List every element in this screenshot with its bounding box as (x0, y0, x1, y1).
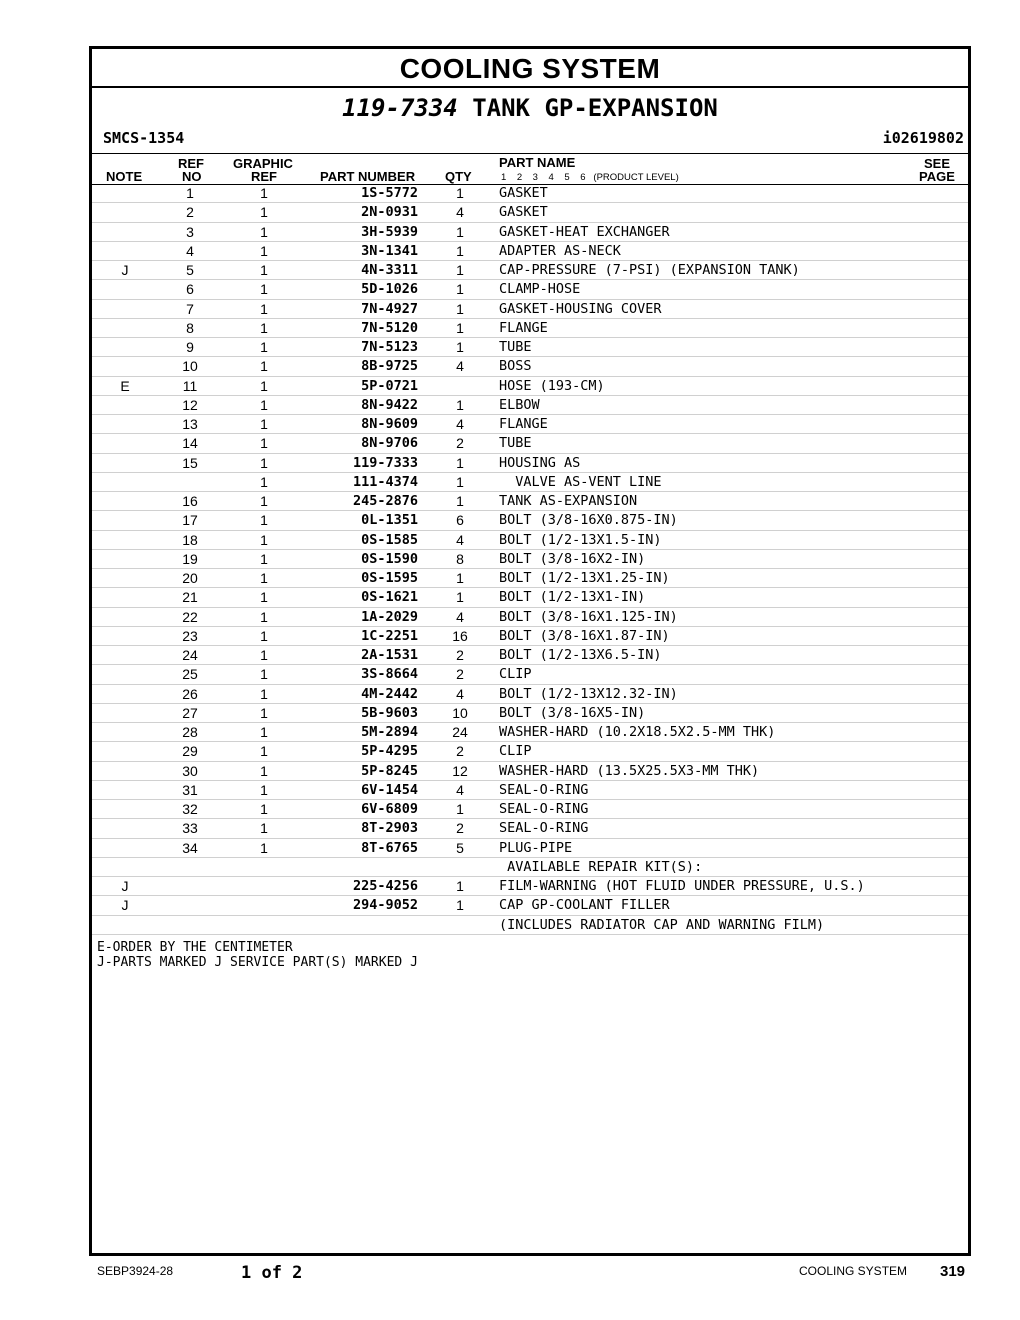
part-number-cell: 8N-9609 (361, 416, 418, 432)
ref-no-cell: 11 (182, 377, 198, 394)
table-row (92, 819, 968, 838)
qty-cell: 12 (452, 762, 468, 779)
graphic-ref-cell: 1 (260, 223, 268, 240)
col-ref-bottom: NO (182, 169, 202, 184)
part-number-cell: 8N-9706 (361, 435, 418, 452)
parts-page-frame (89, 46, 971, 1256)
part-name-cell: BOLT (1/2-13X6.5-IN) (499, 647, 662, 663)
part-number-cell: 3N-1341 (361, 242, 418, 259)
part-number-cell: 294-9052 (352, 897, 418, 914)
qty-cell: 1 (456, 319, 464, 336)
qty-cell: 1 (456, 493, 464, 509)
qty-cell: 1 (456, 570, 464, 586)
table-row (92, 800, 968, 819)
ref-no-cell: 1 (186, 185, 194, 201)
note-cell: E (120, 377, 130, 394)
col-part-name: PART NAME (499, 155, 576, 170)
graphic-ref-cell: 1 (260, 647, 268, 663)
ref-no-cell: 24 (182, 647, 198, 663)
qty-cell: 1 (456, 339, 464, 355)
table-row (92, 608, 968, 627)
part-number-cell: 0S-1621 (361, 589, 418, 606)
footer-page-of: 1 of 2 (241, 1263, 303, 1283)
qty-cell: 1 (456, 801, 464, 817)
table-row (92, 415, 968, 434)
part-name-cell: ADAPTER AS-NECK (499, 242, 621, 259)
graphic-ref-cell: 1 (260, 589, 268, 606)
table-row (92, 781, 968, 800)
table-row (92, 704, 968, 723)
table-row (92, 223, 968, 242)
part-number-cell: 1A-2029 (361, 608, 418, 625)
note-line: E-ORDER BY THE CENTIMETER (97, 939, 293, 955)
graphic-ref-cell: 1 (260, 704, 268, 721)
part-name-cell: (INCLUDES RADIATOR CAP AND WARNING FILM) (499, 916, 825, 933)
col-ref-top: REF (178, 156, 204, 171)
part-number-cell: 3S-8664 (361, 666, 418, 683)
graphic-ref-cell: 1 (260, 743, 268, 760)
table-row (92, 916, 968, 935)
part-number-cell: 1S-5772 (361, 185, 418, 201)
qty-cell: 1 (456, 185, 464, 201)
graphic-ref-cell: 1 (260, 300, 268, 317)
qty-cell: 1 (456, 396, 464, 413)
part-number-cell: 0S-1590 (361, 550, 418, 567)
table-row (92, 896, 968, 915)
footer-doc-number: SEBP3924-28 (97, 1264, 174, 1278)
qty-cell: 4 (456, 358, 464, 375)
table-row (92, 588, 968, 607)
graphic-ref-cell: 1 (260, 666, 268, 683)
group-name: TANK GP-EXPANSION (472, 94, 718, 122)
graphic-ref-cell: 1 (260, 185, 268, 201)
note-line: J-PARTS MARKED J SERVICE PART(S) MARKED J (97, 954, 418, 970)
part-number-cell: 1C-2251 (361, 627, 418, 644)
graphic-ref-cell: 1 (260, 416, 268, 432)
qty-cell: 24 (452, 724, 468, 740)
part-name-cell: WASHER-HARD (10.2X18.5X2.5-MM THK) (499, 724, 776, 740)
part-name-cell: BOLT (3/8-16X5-IN) (499, 704, 646, 721)
graphic-ref-cell: 1 (260, 531, 268, 548)
table-row (92, 473, 968, 492)
qty-cell: 2 (456, 435, 464, 452)
part-number-cell: 7N-4927 (361, 300, 418, 317)
qty-cell: 1 (456, 223, 464, 240)
qty-cell: 16 (452, 627, 468, 644)
smcs-code: SMCS-1354 (103, 129, 185, 147)
column-header (92, 153, 968, 185)
graphic-ref-cell: 1 (260, 570, 268, 586)
table-row (92, 839, 968, 858)
qty-cell: 2 (456, 820, 464, 837)
qty-cell: 4 (456, 204, 464, 221)
part-number-cell: 5P-0721 (361, 377, 418, 394)
part-name-cell: PLUG-PIPE (499, 839, 573, 856)
ref-no-cell: 16 (182, 493, 198, 509)
ref-no-cell: 22 (182, 608, 198, 625)
note-cell: J (121, 878, 129, 894)
ref-no-cell: 3 (186, 223, 194, 240)
ref-no-cell: 19 (182, 550, 198, 567)
table-row (92, 319, 968, 338)
part-name-cell: BOLT (3/8-16X1.87-IN) (499, 627, 670, 644)
part-name-cell: BOLT (3/8-16X0.875-IN) (499, 512, 678, 529)
notes-block (97, 940, 418, 970)
table-row (92, 184, 968, 203)
qty-cell: 1 (456, 589, 464, 606)
col-note: NOTE (106, 169, 143, 184)
ref-no-cell: 7 (186, 300, 194, 317)
part-name-cell: BOLT (3/8-16X2-IN) (499, 550, 646, 567)
part-number-cell: 8T-2903 (361, 820, 418, 837)
part-name-cell: BOLT (3/8-16X1.125-IN) (499, 608, 678, 625)
col-see-bottom: PAGE (919, 169, 955, 184)
qty-cell: 10 (452, 704, 468, 721)
qty-cell: 4 (456, 608, 464, 625)
table-row (92, 665, 968, 684)
col-part-number: PART NUMBER (320, 169, 416, 184)
graphic-ref-cell: 1 (260, 473, 268, 490)
table-row (92, 203, 968, 222)
part-name-cell: SEAL-O-RING (499, 781, 589, 798)
col-see-top: SEE (924, 156, 951, 171)
graphic-ref-cell: 1 (260, 801, 268, 817)
table-row (92, 685, 968, 704)
part-name-cell: HOSE (193-CM) (499, 377, 605, 394)
graphic-ref-cell: 1 (260, 319, 268, 336)
section-title: COOLING SYSTEM (92, 49, 968, 88)
part-name-cell: CAP GP-COOLANT FILLER (499, 897, 670, 914)
part-number-cell: 5B-9603 (361, 704, 418, 721)
part-number-cell: 5M-2894 (361, 724, 418, 740)
ref-no-cell: 15 (182, 454, 198, 471)
graphic-ref-cell: 1 (260, 724, 268, 740)
part-name-cell: AVAILABLE REPAIR KIT(S): (499, 858, 703, 875)
table-row (92, 434, 968, 453)
graphic-ref-cell: 1 (260, 493, 268, 509)
ref-no-cell: 2 (186, 204, 194, 221)
part-number-cell: 111-4374 (352, 473, 418, 490)
col-graphic-top: GRAPHIC (233, 156, 293, 171)
ref-no-cell: 8 (186, 319, 194, 336)
footer-page: 319 (940, 1263, 966, 1280)
graphic-ref-cell: 1 (260, 396, 268, 413)
part-name-cell: VALVE AS-VENT LINE (499, 473, 662, 490)
part-name-cell: CLIP (499, 743, 532, 760)
ref-no-cell: 33 (182, 820, 198, 837)
graphic-ref-cell: 1 (260, 820, 268, 837)
ref-no-cell: 17 (182, 512, 198, 529)
part-number-cell: 245-2876 (352, 493, 418, 509)
graphic-ref-cell: 1 (260, 204, 268, 221)
part-number-cell: 0L-1351 (361, 512, 418, 529)
part-name-cell: BOLT (1/2-13X12.32-IN) (499, 685, 678, 702)
ref-no-cell: 28 (182, 724, 198, 740)
part-name-cell: GASKET (499, 204, 548, 221)
qty-cell: 1 (456, 242, 464, 259)
ref-no-cell: 9 (186, 339, 194, 355)
graphic-ref-cell: 1 (260, 358, 268, 375)
ref-no-cell: 23 (182, 627, 198, 644)
qty-cell: 1 (456, 454, 464, 471)
ref-no-cell: 12 (182, 396, 198, 413)
part-number-cell: 0S-1585 (361, 531, 418, 548)
part-number-cell: 5P-4295 (361, 743, 418, 760)
part-name-cell: CAP-PRESSURE (7-PSI) (EXPANSION TANK) (499, 262, 800, 278)
qty-cell: 8 (456, 550, 464, 567)
table-row (92, 492, 968, 511)
table-row (92, 858, 968, 877)
graphic-ref-cell: 1 (260, 435, 268, 452)
part-name-cell: WASHER-HARD (13.5X25.5X3-MM THK) (499, 762, 760, 779)
ref-no-cell: 5 (186, 262, 194, 278)
part-name-cell: FILM-WARNING (HOT FLUID UNDER PRESSURE, U.S.) (499, 878, 865, 894)
part-name-cell: BOLT (1/2-13X1.25-IN) (499, 570, 670, 586)
part-number-cell: 6V-1454 (361, 781, 418, 798)
graphic-ref-cell: 1 (260, 762, 268, 779)
part-name-cell: BOLT (1/2-13X1-IN) (499, 589, 646, 606)
qty-cell: 1 (456, 897, 464, 914)
table-row (92, 511, 968, 530)
part-name-cell: FLANGE (499, 416, 548, 432)
part-number-cell: 225-4256 (352, 878, 418, 894)
table-row (92, 742, 968, 761)
footer-section: COOLING SYSTEM (799, 1264, 908, 1278)
ref-no-cell: 4 (186, 242, 194, 259)
part-name-cell: SEAL-O-RING (499, 820, 589, 837)
part-name-cell: CLAMP-HOSE (499, 281, 581, 298)
part-number-cell: 0S-1595 (361, 570, 418, 586)
ref-no-cell: 29 (182, 743, 198, 760)
part-number-cell: 8T-6765 (361, 839, 418, 856)
part-number-cell: 8N-9422 (361, 396, 418, 413)
ref-no-cell: 25 (182, 666, 198, 683)
note-cell: J (121, 262, 129, 278)
ref-no-cell: 18 (182, 531, 198, 548)
table-row (92, 242, 968, 261)
col-qty: QTY (445, 169, 472, 184)
table-row (92, 338, 968, 357)
qty-cell: 1 (456, 878, 464, 894)
part-name-cell: GASKET-HEAT EXCHANGER (499, 223, 670, 240)
qty-cell: 4 (456, 781, 464, 798)
ref-no-cell: 31 (182, 781, 198, 798)
table-row (92, 569, 968, 588)
qty-cell: 2 (456, 647, 464, 663)
table-row (92, 762, 968, 781)
table-row (92, 300, 968, 319)
part-number-cell: 7N-5120 (361, 319, 418, 336)
graphic-ref-cell: 1 (260, 262, 268, 278)
part-number-cell: 5D-1026 (361, 281, 418, 298)
ref-no-cell: 10 (182, 358, 198, 375)
table-row (92, 723, 968, 742)
ref-no-cell: 27 (182, 704, 198, 721)
part-number-cell: 4N-3311 (361, 262, 418, 278)
ref-no-cell: 13 (182, 416, 198, 432)
table-row (92, 280, 968, 299)
part-name-cell: TUBE (499, 339, 532, 355)
qty-cell: 1 (456, 300, 464, 317)
part-name-cell: GASKET-HOUSING COVER (499, 300, 662, 317)
graphic-ref-cell: 1 (260, 608, 268, 625)
part-name-cell: BOSS (499, 358, 532, 375)
part-number-cell: 3H-5939 (361, 223, 418, 240)
table-row (92, 550, 968, 569)
group-part-number: 119-7334 (342, 94, 458, 122)
part-name-cell: GASKET (499, 185, 548, 201)
graphic-ref-cell: 1 (260, 339, 268, 355)
part-name-cell: BOLT (1/2-13X1.5-IN) (499, 531, 662, 548)
part-number-cell: 8B-9725 (361, 358, 418, 375)
graphic-ref-cell: 1 (260, 512, 268, 529)
group-title (92, 88, 968, 128)
part-name-cell: FLANGE (499, 319, 548, 336)
ref-no-cell: 6 (186, 281, 194, 298)
qty-cell: 4 (456, 685, 464, 702)
part-number-cell: 2N-0931 (361, 204, 418, 221)
qty-cell: 1 (456, 262, 464, 278)
col-product-level: 1 2 3 4 5 6 (PRODUCT LEVEL) (501, 172, 679, 183)
graphic-ref-cell: 1 (260, 377, 268, 394)
table-row (92, 261, 968, 280)
table-row (92, 877, 968, 896)
qty-cell: 2 (456, 743, 464, 760)
graphic-ref-cell: 1 (260, 281, 268, 298)
part-number-cell: 2A-1531 (361, 647, 418, 663)
table-row (92, 627, 968, 646)
col-graphic-bottom: REF (251, 169, 277, 184)
table-row (92, 531, 968, 550)
graphic-ref-cell: 1 (260, 685, 268, 702)
qty-cell: 5 (456, 839, 464, 856)
graphic-ref-cell: 1 (260, 839, 268, 856)
ref-no-cell: 26 (182, 685, 198, 702)
ref-no-cell: 21 (182, 589, 198, 606)
part-name-cell: TANK AS-EXPANSION (499, 493, 638, 509)
qty-cell: 1 (456, 473, 464, 490)
ref-no-cell: 20 (182, 570, 198, 586)
table-row (92, 377, 968, 396)
qty-cell: 4 (456, 416, 464, 432)
illustration-id: i02619802 (882, 129, 964, 147)
ref-no-cell: 32 (182, 801, 198, 817)
ref-no-cell: 34 (182, 839, 198, 856)
parts-list (92, 184, 968, 935)
qty-cell: 2 (456, 666, 464, 683)
part-number-cell: 119-7333 (352, 454, 418, 471)
part-number-cell: 7N-5123 (361, 339, 418, 355)
graphic-ref-cell: 1 (260, 454, 268, 471)
qty-cell: 4 (456, 531, 464, 548)
ref-no-cell: 14 (182, 435, 198, 452)
part-name-cell: TUBE (499, 435, 532, 452)
table-row (92, 646, 968, 665)
graphic-ref-cell: 1 (260, 627, 268, 644)
part-name-cell: ELBOW (499, 396, 540, 413)
graphic-ref-cell: 1 (260, 781, 268, 798)
table-row (92, 357, 968, 376)
part-number-cell: 6V-6809 (361, 801, 418, 817)
qty-cell: 6 (456, 512, 464, 529)
part-number-cell: 5P-8245 (361, 762, 418, 779)
part-name-cell: SEAL-O-RING (499, 801, 589, 817)
table-row (92, 396, 968, 415)
table-row (92, 454, 968, 473)
ref-no-cell: 30 (182, 762, 198, 779)
graphic-ref-cell: 1 (260, 242, 268, 259)
graphic-ref-cell: 1 (260, 550, 268, 567)
part-number-cell: 4M-2442 (361, 685, 418, 702)
qty-cell: 1 (456, 281, 464, 298)
part-name-cell: HOUSING AS (499, 454, 581, 471)
note-cell: J (121, 897, 129, 914)
part-name-cell: CLIP (499, 666, 532, 683)
